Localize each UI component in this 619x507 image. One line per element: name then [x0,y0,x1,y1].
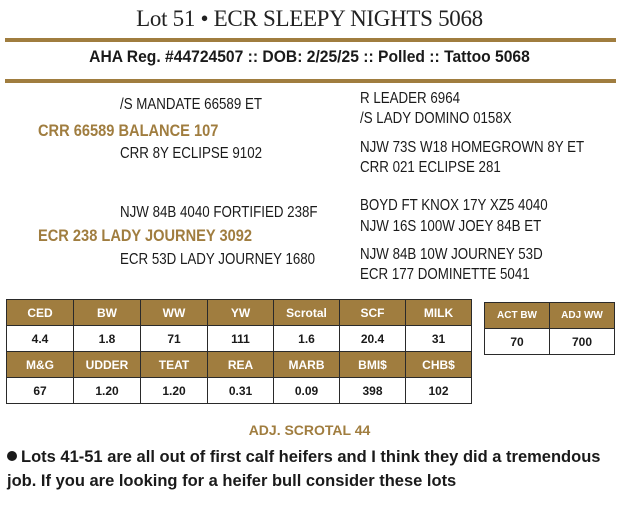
epd-header: WW [141,300,208,326]
sire-dam-dam: CRR 021 ECLIPSE 281 [360,159,501,176]
epd-header: Scrotal [274,300,340,326]
dam-sire-sire: BOYD FT KNOX 17Y XZ5 4040 [360,197,548,214]
dam-sire-dam: NJW 16S 100W JOEY 84B ET [360,218,542,235]
epd-value: 1.20 [141,378,208,404]
epd-header-row-1 [7,300,472,326]
dam-sire: NJW 84B 4040 FORTIFIED 238F [120,204,318,221]
dam-dam: ECR 53D LADY JOURNEY 1680 [120,251,316,268]
sire-sire: /S MANDATE 66589 ET [120,96,262,113]
epd-value-row-1 [7,326,472,352]
epd-value: 102 [406,378,472,404]
epd-header: BMI$ [340,352,406,378]
epd-value: 1.6 [274,326,340,352]
actuals-value: 700 [550,329,615,355]
top-divider [5,38,616,42]
registration-line: AHA Reg. #44724507 :: DOB: 2/25/25 :: Polled :: Tattoo 5068 [89,47,530,66]
dam-dam-sire: NJW 84B 10W JOURNEY 53D [360,246,543,263]
actuals-header: ADJ WW [550,303,615,329]
sire: CRR 66589 BALANCE 107 [38,121,219,140]
epd-header: SCF [340,300,406,326]
epd-header-row-2 [7,352,472,378]
epd-value-row-2 [7,378,472,404]
epd-header: UDDER [74,352,141,378]
epd-header: TEAT [141,352,208,378]
dam-dam-dam: ECR 177 DOMINETTE 5041 [360,266,530,283]
lot-note-text: Lots 41-51 are all out of first calf heifers and I think they did a tremendous job. If you are looking for a heifer bull consider these lots [7,448,601,490]
dam: ECR 238 LADY JOURNEY 3092 [38,226,252,245]
sire-dam: CRR 8Y ECLIPSE 9102 [120,145,263,162]
actuals-value-row [485,329,615,355]
epd-header: CHB$ [406,352,472,378]
lot-title: Lot 51 • ECR SLEEPY NIGHTS 5068 [136,6,483,31]
sire-dam-sire: NJW 73S W18 HOMEGROWN 8Y ET [360,139,585,156]
actuals-header: ACT BW [485,303,550,329]
epd-header: YW [208,300,274,326]
actuals-header-row [485,303,615,329]
epd-header: CED [7,300,74,326]
epd-header: REA [208,352,274,378]
actuals-value: 70 [485,329,550,355]
epd-value: 20.4 [340,326,406,352]
epd-value: 31 [406,326,472,352]
adj-scrotal: ADJ. SCROTAL 44 [248,422,371,438]
epd-value: 67 [7,378,74,404]
lot-note [7,445,617,493]
epd-header: BW [74,300,141,326]
epd-table [6,299,472,404]
epd-value: 4.4 [7,326,74,352]
epd-value: 1.20 [74,378,141,404]
sire-sire-dam: /S LADY DOMINO 0158X [360,110,512,127]
actuals-table [484,302,615,355]
epd-value: 111 [208,326,274,352]
epd-value: 0.09 [274,378,340,404]
epd-header: MILK [406,300,472,326]
sire-sire-sire: R LEADER 6964 [360,90,461,107]
bullet-icon [7,451,17,461]
epd-header: MARB [274,352,340,378]
epd-value: 71 [141,326,208,352]
epd-value: 1.8 [74,326,141,352]
bottom-divider [5,79,616,83]
epd-value: 398 [340,378,406,404]
epd-value: 0.31 [208,378,274,404]
epd-header: M&G [7,352,74,378]
